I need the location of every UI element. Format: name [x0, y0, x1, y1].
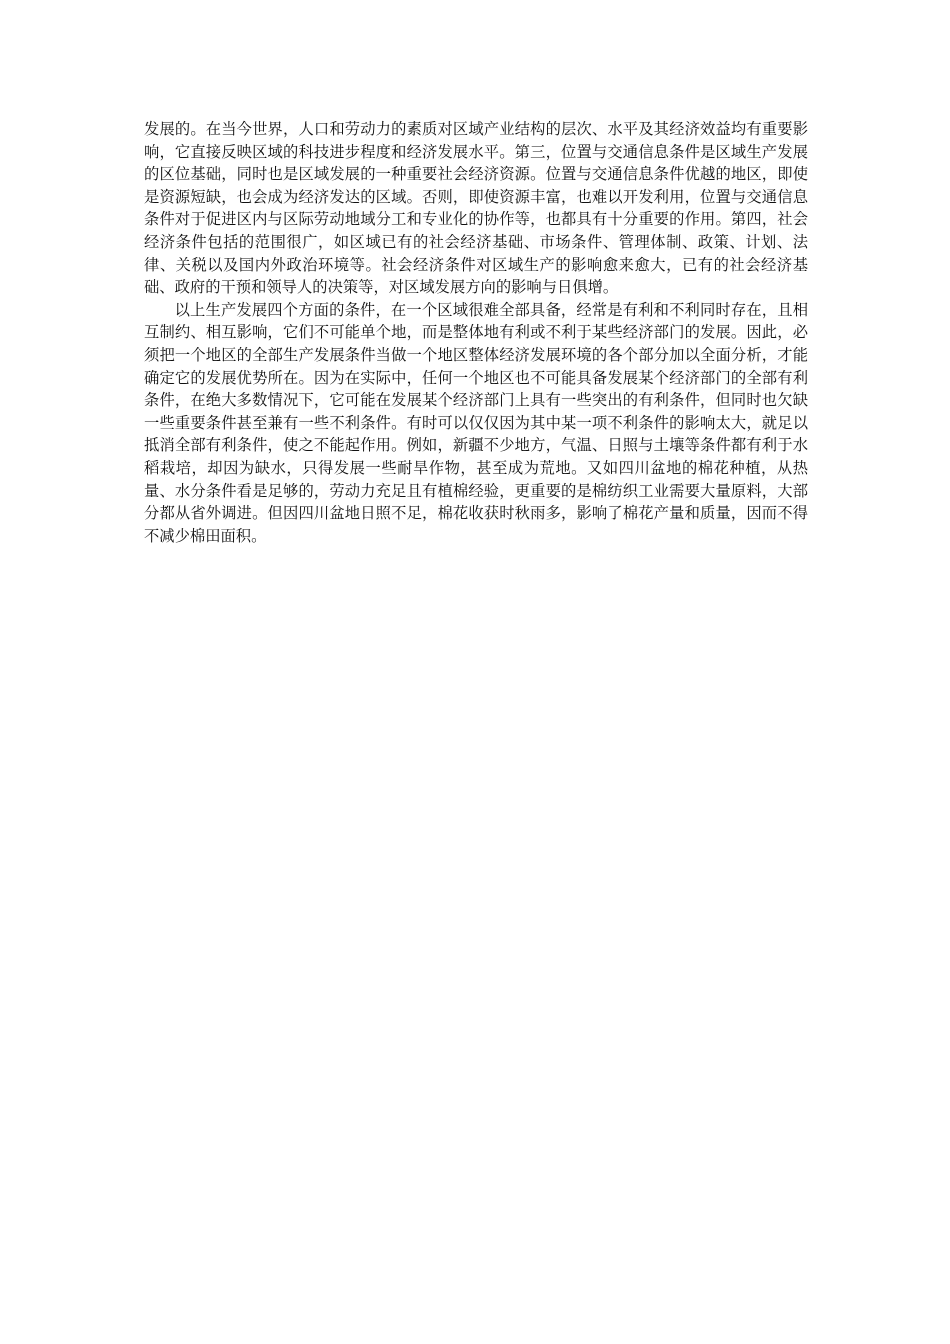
paragraph-2: 以上生产发展四个方面的条件，在一个区域很难全部具备，经常是有利和不利同时存在，且相互制约、相互影响，它们不可能单个地，而是整体地有利或不利于某些经济部门的发展。因此，必须把一个地区的全部生产发展条件当做一个地区整体经济发展环境的各个部分加以全面分析，才能确定它的发展优势所在。因为在实际中，任何一个地区也不可能具备发展某个经济部门的全部有利条件，在绝大多数情况下，它可能在发展某个经济部门上具有一些突出的有利条件，但同时也欠缺一些重要条件甚至兼有一些不利条件。有时可以仅仅因为其中某一项不利条件的影响太大，就足以抵消全部有利条件，使之不能起作用。例如，新疆不少地方，气温、日照与土壤等条件都有利于水稻栽培，却因为缺水，只得发展一些耐旱作物，甚至成为荒地。又如四川盆地的棉花种植，从热量、水分条件看是足够的，劳动力充足且有植棉经验，更重要的是棉纺织工业需要大量原料，大部分都从省外调进。但因四川盆地日照不足，棉花收获时秋雨多，影响了棉花产量和质量，因而不得不减少棉田面积。: [144, 300, 808, 545]
body-text: [144, 118, 808, 547]
paragraph-1: 发展的。在当今世界，人口和劳动力的素质对区域产业结构的层次、水平及其经济效益均有重要影响，它直接反映区域的科技进步程度和经济发展水平。第三，位置与交通信息条件是区域生产发展的区位基础，同时也是区域发展的一种重要社会经济资源。位置与交通信息条件优越的地区，即使是资源短缺，也会成为经济发达的区域。否则，即使资源丰富，也难以开发利用，位置与交通信息条件对于促进区内与区际劳动地域分工和专业化的协作等，也都具有十分重要的作用。第四，社会经济条件包括的范围很广，如区域已有的社会经济基础、市场条件、管理体制、政策、计划、法律、关税以及国内外政治环境等。社会经济条件对区域生产的影响愈来愈大，已有的社会经济基础、政府的干预和领导人的决策等，对区域发展方向的影响与日俱增。: [144, 120, 808, 297]
